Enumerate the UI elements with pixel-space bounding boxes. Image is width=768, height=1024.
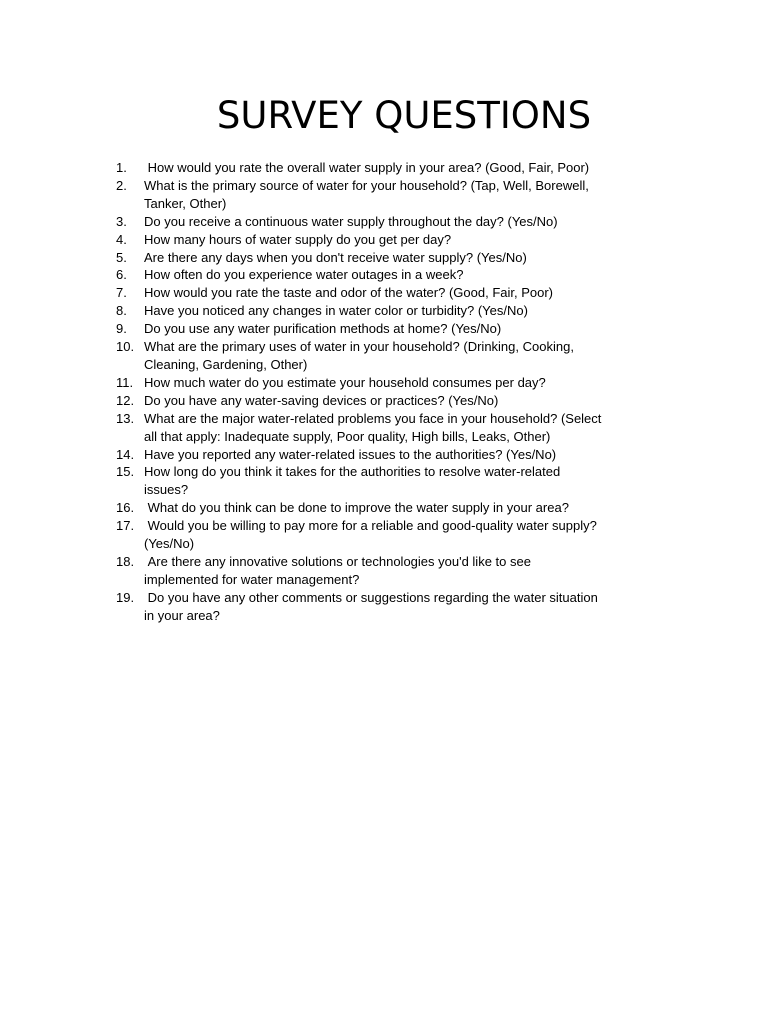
list-item: [116, 231, 656, 249]
question-text: Have you noticed any changes in water color or turbidity? (Yes/No): [144, 303, 528, 319]
question-number: 2.: [116, 177, 127, 193]
question-text: Do you use any water purification methods at home? (Yes/No): [144, 321, 502, 337]
question-number: 14.: [116, 446, 135, 462]
list-item: [116, 517, 656, 553]
list-item: [116, 266, 656, 284]
question-text: How would you rate the taste and odor of the water? (Good, Fair, Poor): [144, 285, 553, 301]
question-text: Do you receive a continuous water supply throughout the day? (Yes/No): [144, 213, 558, 229]
question-number: 5.: [116, 249, 127, 265]
question-text: How long do you think it takes for the authorities to resolve water-related issues?: [144, 464, 561, 498]
question-number: 10.: [116, 339, 135, 355]
question-text: What are the major water-related problems you face in your household? (Select all that apply: Inadequate supply, Poor quality, High bills, Leaks, Other): [144, 410, 602, 444]
question-number: 15.: [116, 464, 135, 480]
question-text: Would you be willing to pay more for a reliable and good-quality water supply? (Yes/No): [144, 518, 597, 552]
question-number: 19.: [116, 589, 135, 605]
question-number: 9.: [116, 321, 127, 337]
list-item: [116, 159, 656, 177]
question-text: Do you have any other comments or suggestions regarding the water situation in your area?: [144, 589, 598, 623]
survey-question-list: [116, 159, 656, 625]
question-number: 7.: [116, 285, 127, 301]
list-item: [116, 284, 656, 302]
question-text: Are there any innovative solutions or technologies you'd like to see implemented for water management?: [144, 553, 531, 587]
question-number: 18.: [116, 553, 135, 569]
question-number: 8.: [116, 303, 127, 319]
question-text: Do you have any water-saving devices or practices? (Yes/No): [144, 392, 499, 408]
list-item: [116, 338, 656, 374]
list-item: [116, 320, 656, 338]
list-item: [116, 553, 656, 589]
list-item: [116, 410, 656, 446]
list-item: [116, 463, 656, 499]
question-number: 16.: [116, 500, 135, 516]
question-text: How would you rate the overall water supply in your area? (Good, Fair, Poor): [144, 160, 590, 175]
list-item: [116, 374, 656, 392]
question-number: 1.: [116, 160, 127, 175]
question-number: 12.: [116, 392, 135, 408]
list-item: [116, 499, 656, 517]
list-item: [116, 177, 656, 213]
list-item: [116, 446, 656, 464]
question-text: How many hours of water supply do you get per day?: [144, 231, 452, 247]
list-item: [116, 249, 656, 267]
list-item: [116, 213, 656, 231]
page-title: SURVEY QUESTIONS: [216, 94, 592, 137]
question-text: How much water do you estimate your household consumes per day?: [144, 374, 546, 390]
question-number: 11.: [116, 374, 134, 390]
question-text: What are the primary uses of water in your household? (Drinking, Cooking, Cleaning, Gardening, Other): [144, 339, 574, 372]
question-number: 3.: [116, 213, 127, 229]
question-number: 6.: [116, 267, 127, 283]
list-item: [116, 392, 656, 410]
question-text: Have you reported any water-related issues to the authorities? (Yes/No): [144, 446, 557, 462]
question-text: How often do you experience water outages in a week?: [144, 267, 464, 283]
list-item: [116, 589, 656, 625]
question-number: 4.: [116, 231, 127, 247]
question-text: What do you think can be done to improve the water supply in your area?: [144, 500, 569, 516]
question-text: What is the primary source of water for your household? (Tap, Well, Borewell, Tanker, Other): [144, 177, 589, 211]
question-text: Are there any days when you don't receive water supply? (Yes/No): [144, 249, 527, 265]
question-number: 17.: [116, 518, 135, 534]
question-number: 13.: [116, 410, 135, 426]
list-item: [116, 302, 656, 320]
